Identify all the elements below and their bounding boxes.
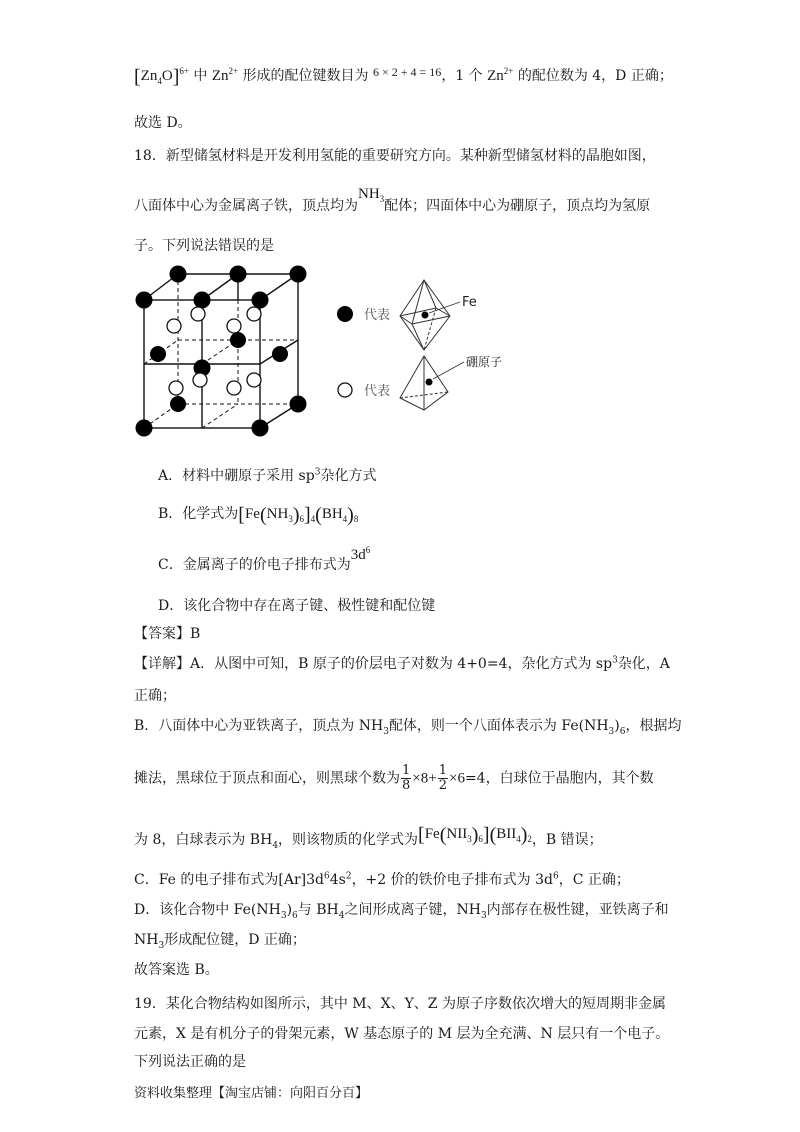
option-d: D．该化合物中存在离子键、极性键和配位键 bbox=[158, 598, 436, 614]
detail-line-8: $NH_3$形成配位键，D 正确； bbox=[134, 932, 306, 951]
detail-line-6: C．Fe 的电子排布式为$[Ar]3d^64s^2$，+2 价的铁价电子排布式为 $3d^6$，C 正确； bbox=[134, 871, 630, 888]
question-18-line-2 bbox=[134, 186, 680, 216]
white-sphere bbox=[191, 307, 205, 321]
legend-white-sphere bbox=[338, 383, 352, 397]
label-boron: 硼原子 bbox=[466, 355, 503, 369]
expression: 6 × 2 + 4 = 16 bbox=[373, 65, 442, 79]
formula-zn: $Zn^{2+}$ bbox=[211, 66, 239, 84]
white-sphere bbox=[193, 373, 207, 387]
question-18-line-1: 18．新型储氢材料是开发利用氢能的重要研究方向。某种新型储氢材料的晶胞如图， bbox=[134, 148, 656, 164]
option-b: B．化学式为$[Fe(NH_3)_6]_4(BH_4)_8$ bbox=[158, 504, 359, 526]
question-18-line-3: 子。下列说法错误的是 bbox=[134, 238, 274, 254]
detail-line-2: 正确； bbox=[134, 688, 176, 704]
white-sphere bbox=[167, 319, 181, 333]
detail-line-1: 【详解】A．从图中可知，B 原子的价层电子对数为 4+0=4，杂化方式为 $sp^3$杂化，A bbox=[134, 655, 670, 672]
formula-answer: $[Fe(NII_3)_6](BII_4)_2$ bbox=[418, 824, 532, 846]
black-sphere bbox=[136, 292, 153, 309]
detail-line-9: 故答案选 B。 bbox=[134, 962, 219, 978]
black-sphere bbox=[230, 266, 247, 283]
formula-nh3: $NH_3$ bbox=[358, 186, 385, 204]
option-a: A．材料中硼原子采用 $sp^3$杂化方式 bbox=[158, 467, 377, 484]
white-sphere bbox=[247, 307, 261, 321]
detail-line-7: D．该化合物中 $Fe(NH_3)_6$与 $BH_4$之间形成离子键，$NH_3$内部存在极性键，亚铁离子和 bbox=[134, 902, 669, 921]
black-sphere bbox=[290, 266, 307, 283]
black-sphere bbox=[136, 420, 153, 437]
black-sphere bbox=[252, 420, 269, 437]
text: 八面体中心为金属离子铁，顶点均为 bbox=[134, 198, 358, 214]
formula-zn4o: $[Zn_4O]^{6+}$ bbox=[134, 66, 189, 88]
question-19-line-3: 下列说法正确的是 bbox=[134, 1054, 246, 1070]
fraction-1-2: $\frac{1}{2}$ bbox=[438, 763, 447, 793]
formula-zn: $Zn^{2+}$ bbox=[487, 66, 514, 84]
black-sphere bbox=[170, 266, 187, 283]
text: 中 bbox=[193, 68, 208, 84]
detail-line-4: 摊法，黑球位于顶点和面心，则黑球个数为 $\frac{1}{8}$ ×8+ $\frac{1}{2}$ ×6=4，白球位于晶胞内，其个数 bbox=[134, 763, 654, 793]
legend-black-sphere bbox=[337, 306, 353, 322]
formula-3d6: $3d^6$ bbox=[350, 545, 371, 563]
question-19-line-2: 元素，X 是有机分子的骨架元素，W 基态原子的 M 层为全充满、N 层只有一个电子。 bbox=[134, 1026, 670, 1042]
crystal-cell-figure bbox=[128, 258, 528, 447]
white-sphere bbox=[227, 381, 241, 395]
formula-option-b: $[Fe(NH_3)_6]_4(BH_4)_8$ bbox=[238, 504, 359, 526]
text-line-2: 故选 D。 bbox=[134, 115, 192, 131]
black-sphere bbox=[272, 346, 288, 362]
question-19-line-1: 19．某化合物结构如图所示，其中 M、X、Y、Z 为原子序数依次增大的短周期非金属 bbox=[134, 996, 666, 1012]
text: 的配位数为 4，D 正确； bbox=[517, 68, 673, 84]
answer: 【答案】B bbox=[134, 626, 201, 642]
label-fe: Fe bbox=[462, 295, 477, 310]
text-line-1 bbox=[134, 62, 680, 87]
text: 形成的配位键数目为 bbox=[242, 68, 369, 84]
legend-black-label: 代表 bbox=[364, 308, 391, 323]
white-sphere bbox=[227, 319, 241, 333]
tetrahedron-icon bbox=[400, 356, 448, 410]
black-sphere bbox=[290, 396, 307, 413]
detail-line-5: 为 8，白球表示为 $BH_4$，则该物质的化学式为$[Fe(NII_3)_6](BII_4)_2$，B 错误； bbox=[134, 824, 603, 851]
option-c: C．金属离子的价电子排布式为$3d^6$ bbox=[158, 545, 371, 573]
crystal-cell-svg bbox=[128, 258, 528, 443]
white-sphere bbox=[247, 373, 261, 387]
black-sphere bbox=[170, 396, 186, 412]
black-sphere bbox=[150, 346, 166, 362]
detail-line-3: B．八面体中心为亚铁离子，顶点为 $NH_3$配体，则一个八面体表示为 $Fe(NH_3)_6$，根据均 bbox=[134, 718, 682, 737]
text: ，1 个 bbox=[441, 68, 483, 84]
page-footer: 资料收集整理【淘宝店铺：向阳百分百】 bbox=[134, 1086, 369, 1101]
black-sphere bbox=[194, 292, 211, 309]
legend-white-label: 代表 bbox=[364, 384, 391, 399]
black-sphere bbox=[230, 332, 246, 348]
text: 配体；四面体中心为硼原子，顶点均为氢原 bbox=[384, 198, 651, 214]
black-sphere bbox=[252, 292, 269, 309]
white-sphere bbox=[169, 381, 183, 395]
fraction-1-8: $\frac{1}{8}$ bbox=[402, 763, 411, 793]
